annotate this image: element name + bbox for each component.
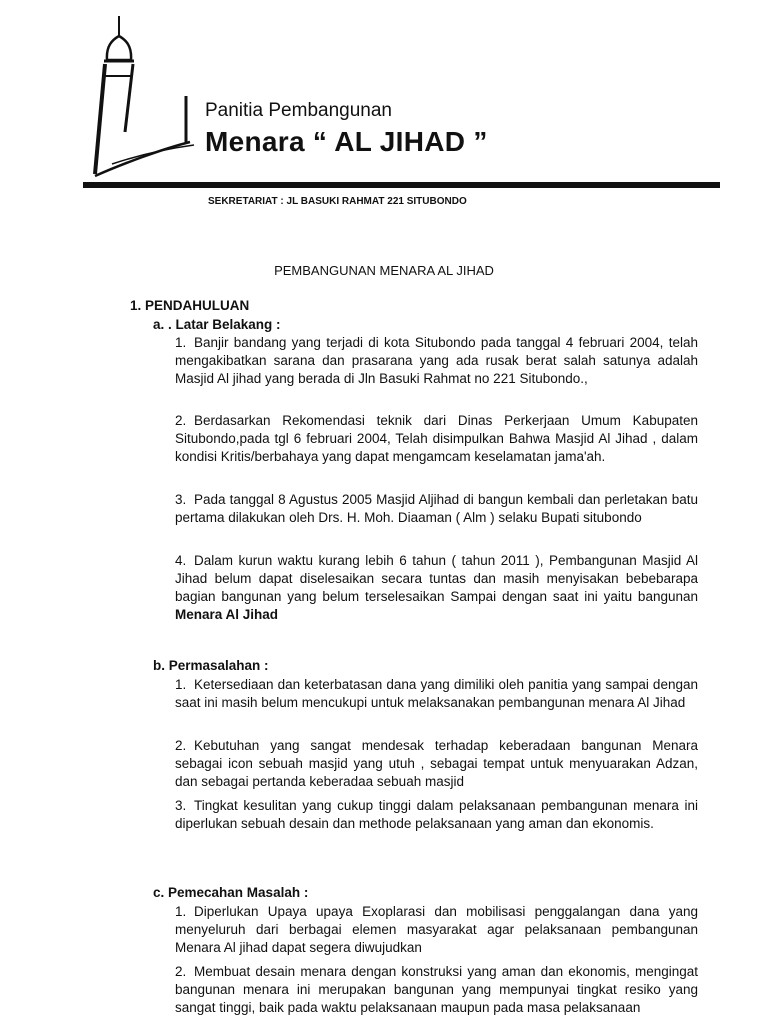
emphasis-menara-al-jihad: Menara Al Jihad [175, 607, 279, 622]
document-title: PEMBANGUNAN MENARA AL JIHAD [274, 263, 494, 278]
list-item: 3. Pada tanggal 8 Agustus 2005 Masjid Aljihad di bangun kembali dan perletakan batu pertama dilakukan oleh Drs. H. Moh. Diaaman ( Alm ) selaku Bupati situbondo [175, 492, 698, 525]
list-item: 2. Membuat desain menara dengan konstruksi yang aman dan ekonomis, mengingat bangunan menara ini merupakan bangunan yang mempunyai tingkat resiko yang sangat tinggi, baik pada waktu pelaksanaan maupun pada masa pelaksanaan [175, 964, 698, 1015]
list-item: 1. Ketersediaan dan keterbatasan dana yang dimiliki oleh panitia yang sampai dengan saat ini masih belum mencukupi untuk melaksanakan pembangunan menara Al Jihad [175, 677, 698, 710]
subsection-heading-latar-belakang: a. . Latar Belakang : [153, 317, 281, 332]
minaret-logo-icon [82, 14, 202, 184]
list-item: 3. Tingkat kesulitan yang cukup tinggi dalam pelaksanaan pembangunan menara ini diperlukan sebuah desain dan methode pelaksanaan yang aman dan ekonomis. [175, 798, 698, 831]
header-divider [83, 182, 720, 188]
list-item: 4. Dalam kurun waktu kurang lebih 6 tahun ( tahun 2011 ), Pembangunan Masjid Al Jihad belum dapat diselesaikan secara tuntas dan masih menyisakan bebebarapa bagian bangunan yang belum terselesaikan Sampai dengan saat ini yaitu bangunan Menara Al Jihad [175, 553, 698, 622]
section-heading-pendahuluan: 1. PENDAHULUAN [130, 298, 250, 313]
org-subtitle: Panitia Pembangunan [205, 100, 392, 121]
list-item: 2. Kebutuhan yang sangat mendesak terhadap keberadaan bangunan Menara sebagai icon sebuah masjid yang utuh , sebagai tempat untuk menyuarakan Adzan, dan sebagai pertanda keberadaa sebuah masjid [175, 738, 698, 789]
subsection-heading-pemecahan-masalah: c. Pemecahan Masalah : [153, 885, 309, 900]
org-title: Menara “ AL JIHAD ” [205, 126, 488, 157]
secretariat-address: SEKRETARIAT : JL BASUKI RAHMAT 221 SITUBONDO [208, 196, 467, 207]
list-item: 1. Diperlukan Upaya upaya Exoplarasi dan mobilisasi penggalangan dana yang menyeluruh dari berbagai elemen masyarakat agar pelaksanaan pembangunan Menara Al jihad dapat segera diwujudkan [175, 904, 698, 955]
list-item: 1. Banjir bandang yang terjadi di kota Situbondo pada tanggal 4 februari 2004, telah mengakibatkan sarana dan prasarana yang ada rusak berat salah satunya adalah Masjid Al jihad yang berada di Jln Basuki Rahmat no 221 Situbondo., [175, 335, 698, 386]
subsection-heading-permasalahan: b. Permasalahan : [153, 658, 269, 673]
list-item: 2. Berdasarkan Rekomendasi teknik dari Dinas Perkerjaan Umum Kabupaten Situbondo,pada tgl 6 februari 2004, Telah disimpulkan Bahwa Masjid Al Jihad , dalam kondisi Kritis/berbahaya yang dapat mengamcam keselamatan jama'ah. [175, 413, 698, 464]
